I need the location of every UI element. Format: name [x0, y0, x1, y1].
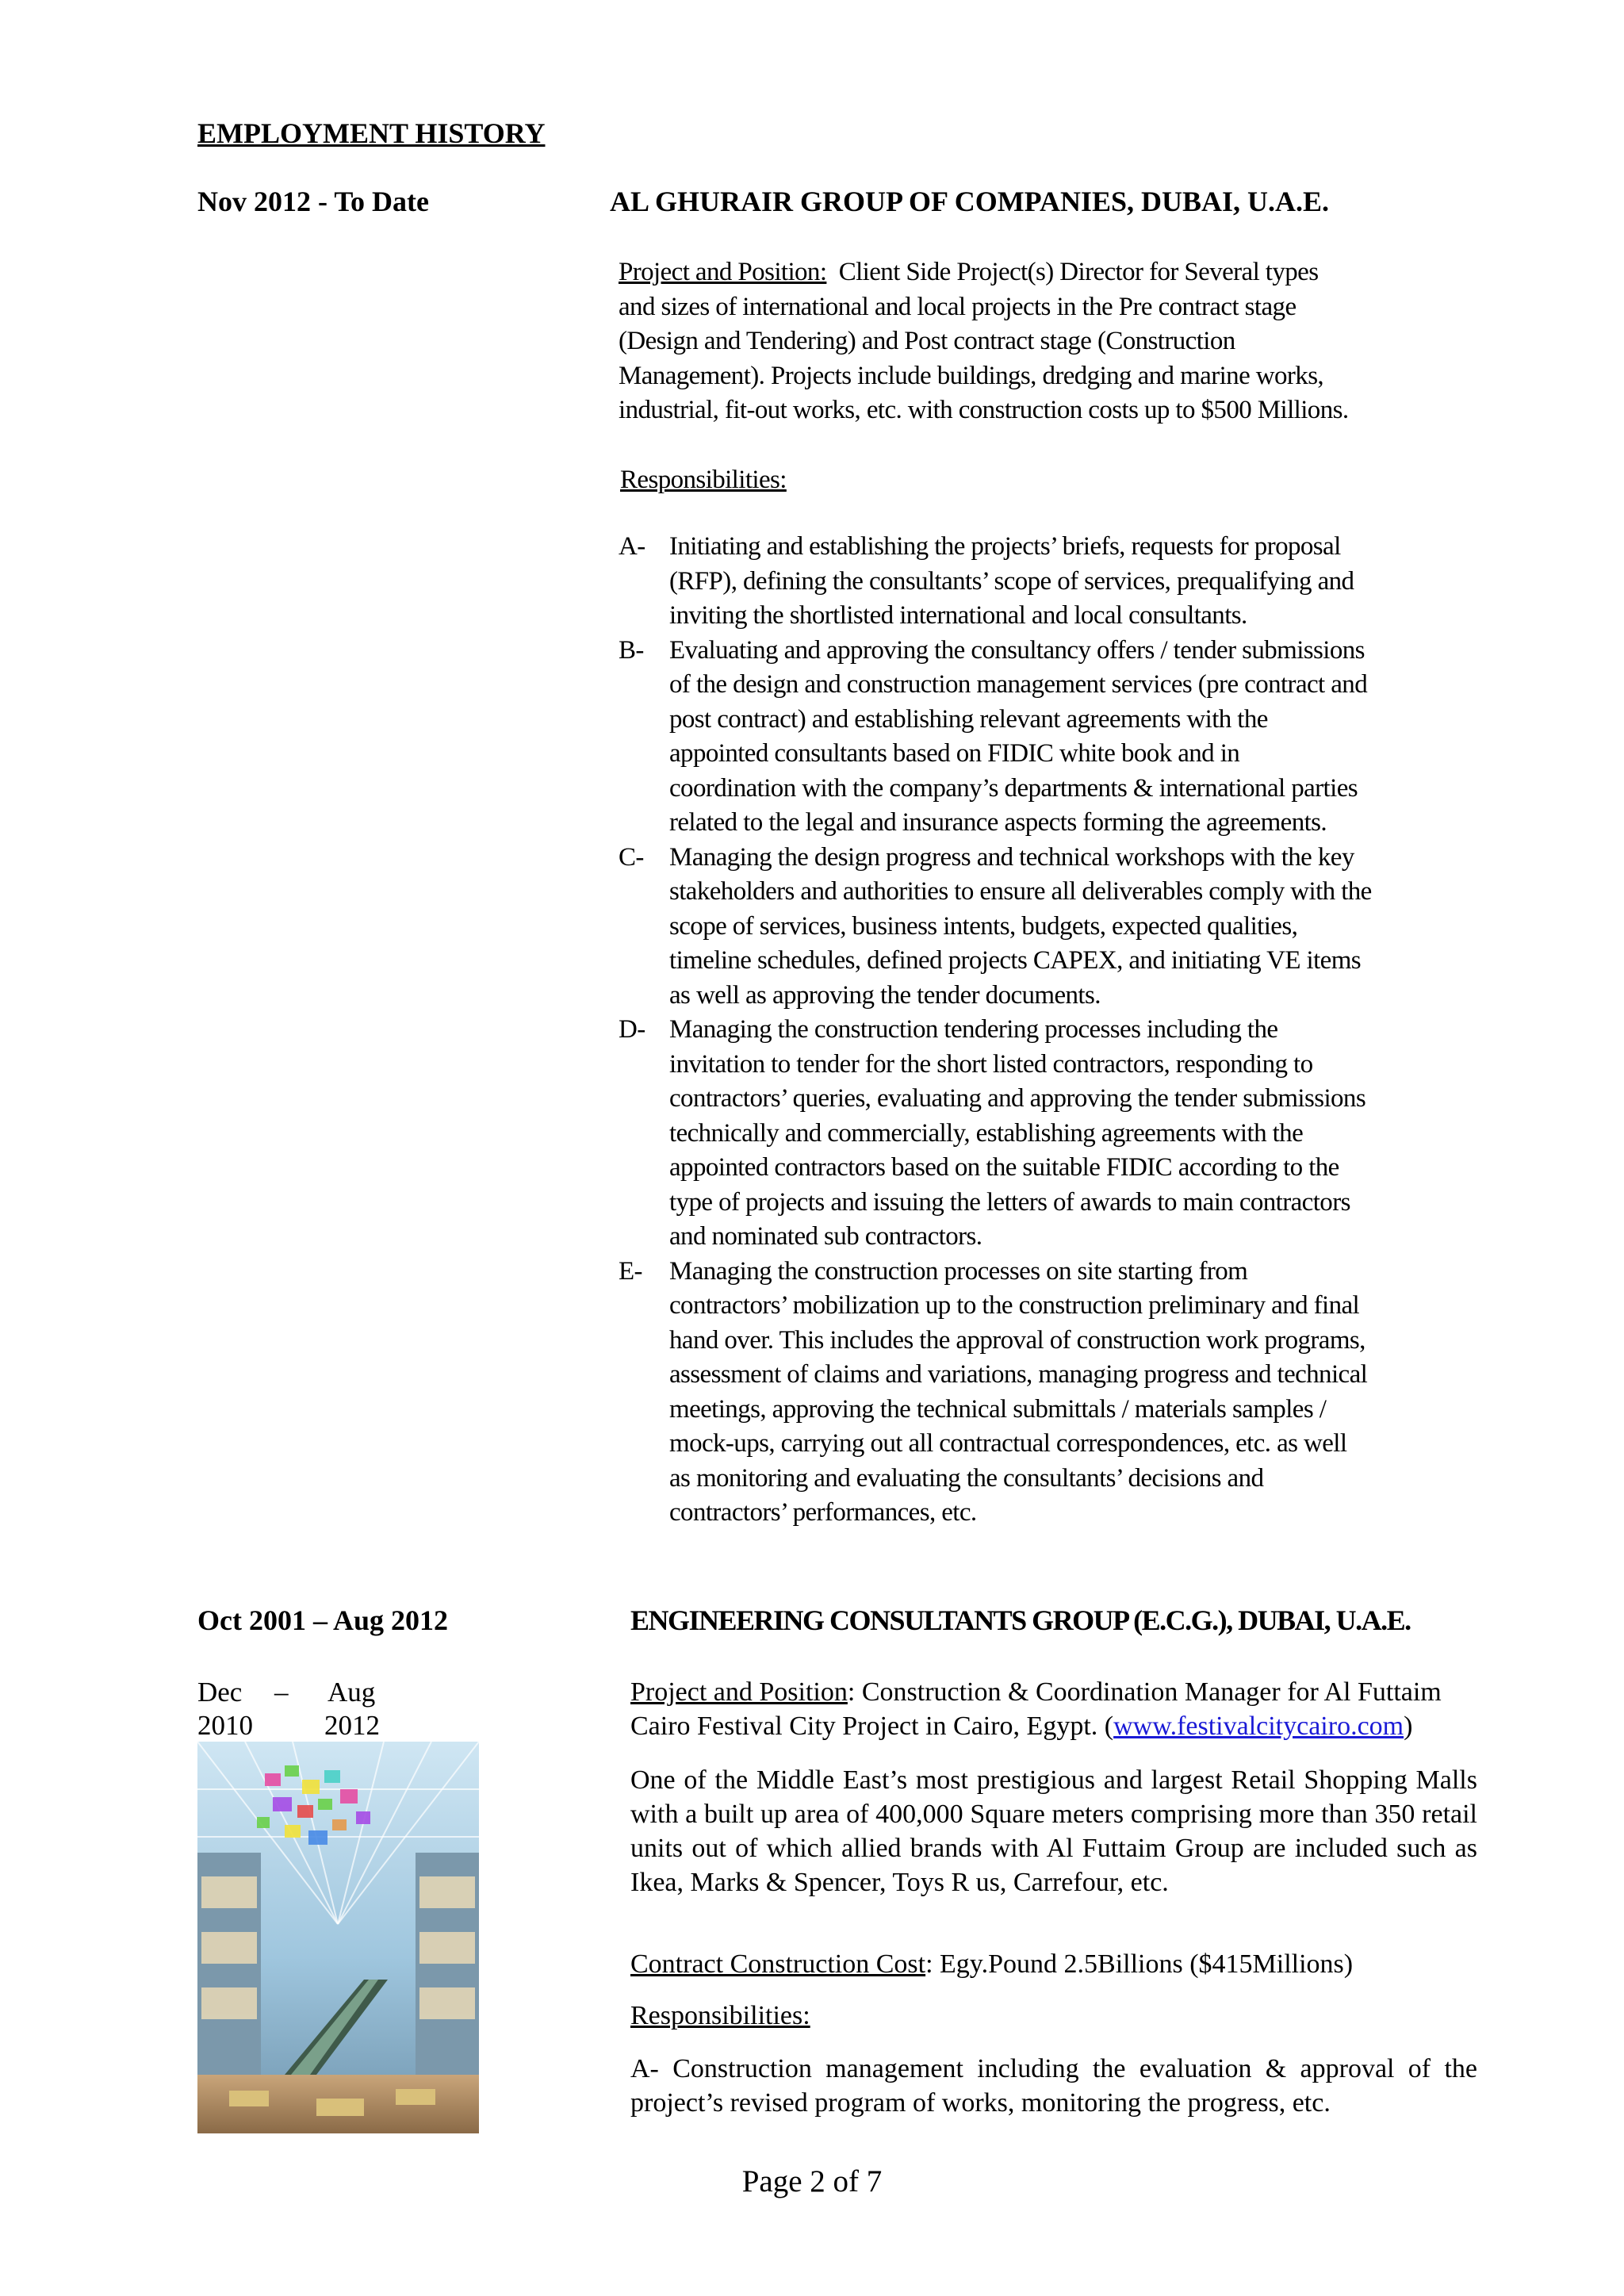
job2-project: [630, 1675, 1479, 1743]
job2-sub-from-year: 2010: [197, 1710, 253, 1741]
mall-atrium-image: [197, 1742, 479, 2133]
festival-city-link[interactable]: www.festivalcitycairo.com: [1113, 1711, 1404, 1741]
page-number: Page 2 of 7: [741, 2164, 883, 2198]
job2-responsibilities-label: Responsibilities:: [630, 2001, 810, 2030]
job2-sub-to-month: Aug: [327, 1677, 376, 1708]
job1-company: AL GHURAIR GROUP OF COMPANIES, DUBAI, U.A.E.: [610, 186, 1330, 217]
job1-project: [619, 255, 1491, 428]
job1-project-label: Project and Position:: [619, 258, 827, 286]
job1-project-line-1: Project and Position: Client Side Project(s) Director for Several types: [619, 258, 1319, 286]
job2-project-line-1: Project and Position: Construction & Coordination Manager for Al Futtaim: [630, 1677, 1442, 1707]
job1-responsibilities-label: Responsibilities:: [620, 466, 787, 494]
job2-sub-to-year: 2012: [324, 1710, 380, 1741]
job1-responsibilities-list: [619, 530, 1459, 1531]
responsibility-item-d: D- Managing the construction tendering processes including the invitation to tender for the short listed contractors, responding to contractors’ queries, evaluating and approving the tender submissions technically and commercially, establishing agreements with the appointed contractors based on the suitable FIDIC according to the type of projects and issuing the letters of awards to main contractors and nominated sub contractors.: [619, 1015, 1366, 1251]
job1-project-line-3: (Design and Tendering) and Post contract stage (Construction: [619, 327, 1235, 355]
job2-cost-label: Contract Construction Cost: [630, 1949, 926, 1979]
job2-sub-dash: –: [274, 1677, 289, 1708]
responsibility-item-b: B- Evaluating and approving the consultancy offers / tender submissions of the design and construction management services (pre contract and post contract) and establishing relevant agreements with the appointed consultants based on FIDIC white book and in coordination with the company’s departments & international parties related to the legal and insurance aspects forming the agreements.: [619, 635, 1368, 837]
responsibility-item-e: E- Managing the construction processes on site starting from contractors’ mobilization up to the construction preliminary and final hand over. This includes the approval of construction work programs, assessment of claims and variations, managing progress and technical meetings, approving the technical submittals / materials samples / mock-ups, carrying out all contractual correspondences, etc. as well as monitoring and evaluating the consultants’ decisions and contractors’ performances, etc.: [619, 1256, 1368, 1527]
job2-cost-value: : Egy.Pound 2.5Billions ($415Millions): [925, 1949, 1354, 1979]
job1-project-line-2: and sizes of international and local projects in the Pre contract stage: [619, 292, 1297, 321]
job2-project-label: Project and Position: [630, 1677, 848, 1707]
job2-project-line-2: Cairo Festival City Project in Cairo, Egypt. (www.festivalcitycairo.com): [630, 1711, 1413, 1741]
job2-date: Oct 2001 – Aug 2012: [197, 1604, 449, 1636]
mall-atrium-illustration: [197, 1742, 479, 2133]
job2-cost: [630, 1947, 1353, 1981]
responsibility-item-c: C- Managing the design progress and technical workshops with the key stakeholders and authorities to ensure all deliverables comply with the scope of services, business intents, budgets, expected qualities, timeline schedules, defined projects CAPEX, and initiating VE items as well as approving the tender documents.: [619, 842, 1372, 1010]
job2-sub-from-month: Dec: [197, 1677, 243, 1708]
job2-description: One of the Middle East’s most prestigious and largest Retail Shopping Malls with a built up area of 400,000 Square meters comprising more than 350 retail units out of which allied brands with Al Futtaim Group are included such as Ikea, Marks & Spencer, Toys R us, Carrefour, etc.: [630, 1765, 1477, 1897]
job1-date: Nov 2012 - To Date: [197, 186, 430, 217]
job2-responsibility-a: A- Construction management including the evaluation & approval of the project’s revised program of works, monitoring the progress, etc.: [630, 2054, 1477, 2118]
job1-project-line-4: Management). Projects include buildings, dredging and marine works,: [619, 361, 1324, 390]
section-title: EMPLOYMENT HISTORY: [197, 117, 546, 149]
responsibility-item-a: A- Initiating and establishing the projects’ briefs, requests for proposal (RFP), defining the consultants’ scope of services, prequalifying and inviting the shortlisted international and local consultants.: [619, 532, 1354, 630]
job2-company: ENGINEERING CONSULTANTS GROUP (E.C.G.), DUBAI, U.A.E.: [630, 1604, 1411, 1636]
job1-project-line-5: industrial, fit-out works, etc. with construction costs up to $500 Millions.: [619, 396, 1349, 424]
